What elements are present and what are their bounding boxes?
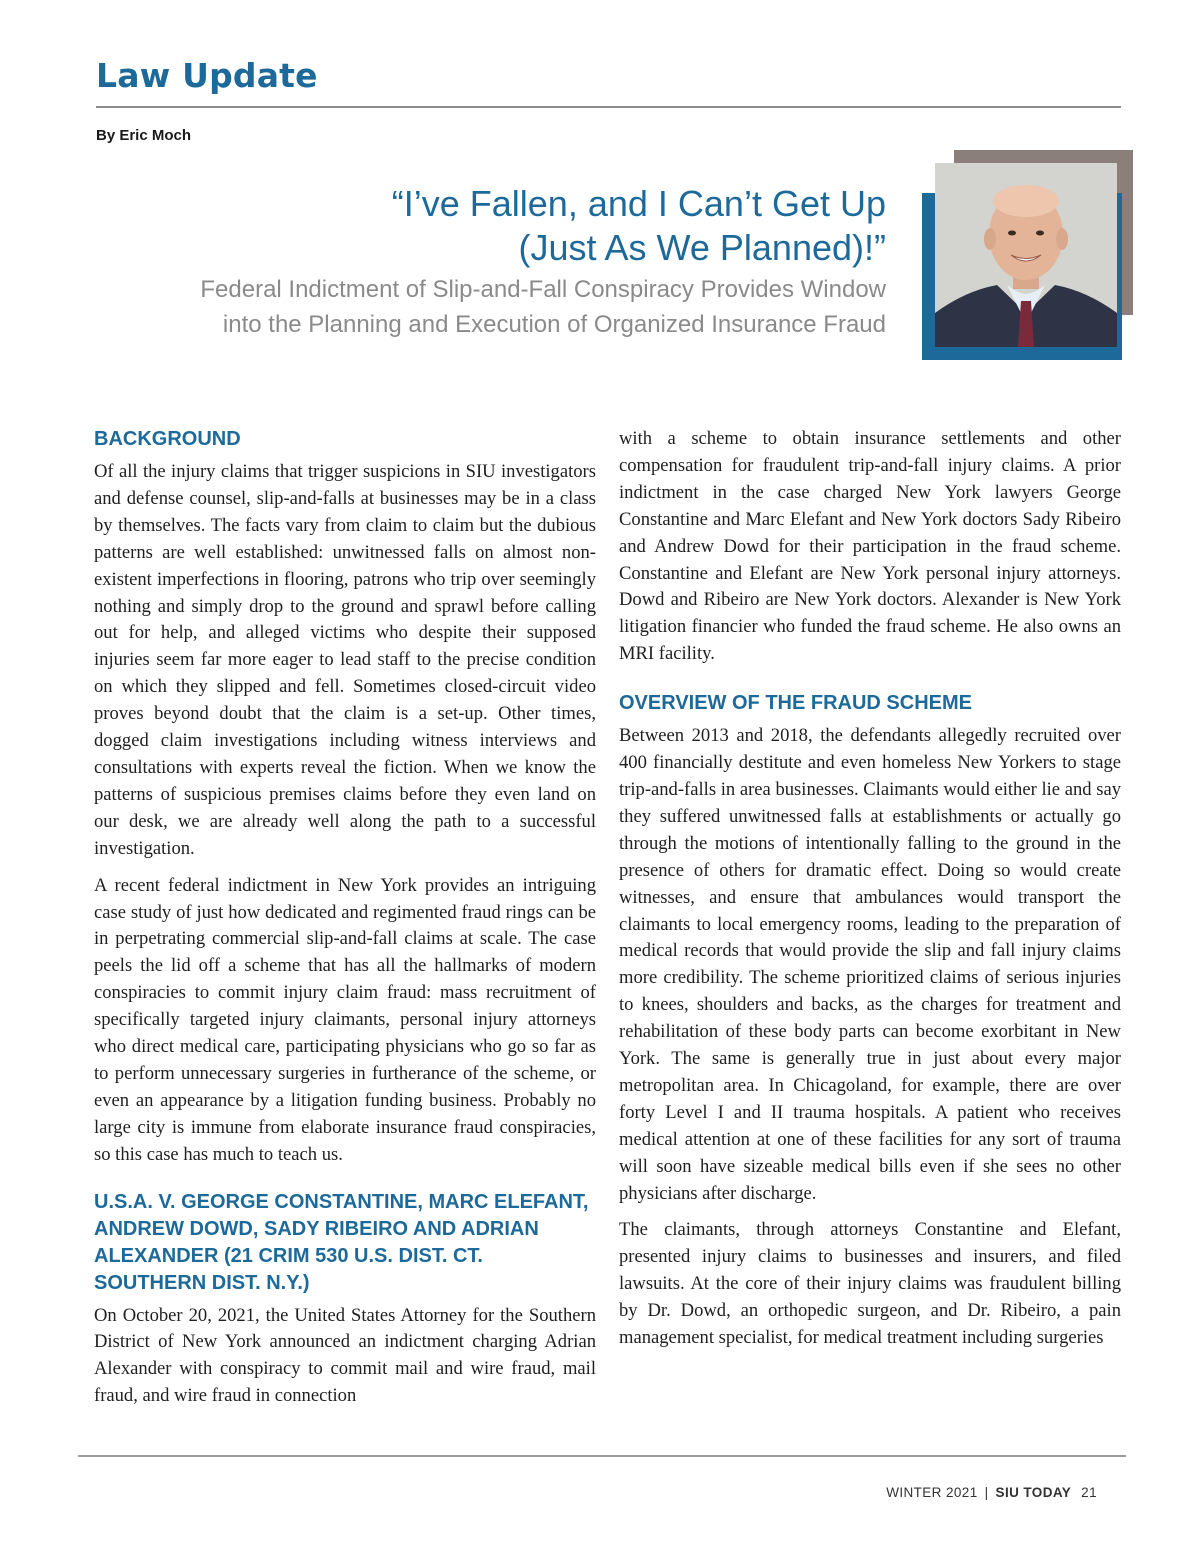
section-title: Law Update (96, 56, 318, 95)
paragraph-case-1: On October 20, 2021, the United States Attorney for the Southern District of New York announced an indictment charging Adrian Alexander with conspiracy to commit mail and wire fraud, mail fraud, and wire fraud in connection (94, 1304, 596, 1407)
heading-background: BACKGROUND (94, 428, 241, 450)
page-number: 21 (1081, 1485, 1097, 1500)
page-footer (886, 1485, 1097, 1500)
right-column (619, 426, 1121, 1362)
paragraph-background-2: A recent federal indictment in New York provides an intriguing case study of just how dedicated and regimented fraud rings can be in perpetrating commercial slip-and-fall claims at scale. The case peels the lid off a scheme that has all the hallmarks of modern conspiracies to commit injury claim fraud: mass recruitment of specifically targeted injury claimants, personal injury attorneys who direct medical care, participating physicians who go so far as to perform unnecessary surgeries in furtherance of the scheme, or even an appearance by a litigation funding business. Probably no large city is immune from elaborate insurance fraud conspiracies, so this case has much to teach us. (94, 874, 596, 1165)
left-column (94, 426, 596, 1420)
header-divider (96, 106, 1121, 108)
portrait-illustration (935, 163, 1117, 347)
heading-case: U.S.A. V. GEORGE CONSTANTINE, MARC ELEFANT, ANDREW DOWD, SADY RIBEIRO AND ADRIAN ALEXANDER (21 CRIM 530 U.S. DIST. CT. SOUTHERN DIST. N.Y.) (94, 1190, 589, 1294)
article-title-line-2: (Just As We Planned)!” (518, 227, 886, 268)
article-subtitle-line-1: Federal Indictment of Slip-and-Fall Conspiracy Provides Window (200, 276, 886, 303)
article-subtitle-line-2: into the Planning and Execution of Organized Insurance Fraud (222, 311, 886, 338)
footer-divider (78, 1455, 1126, 1457)
paragraph-background-1: Of all the injury claims that trigger suspicions in SIU investigators and defense counsel, slip-and-falls at businesses may be in a class by themselves. The facts vary from claim to claim but the dubious patterns are well established: unwitnessed falls on almost non-existent imperfections in flooring, patrons who trip over seemingly nothing and simply drop to the ground and sprawl before calling out for help, and alleged victims who despite their supposed injuries seem far more eager to lead staff to the precise condition on which they slipped and fell. Sometimes closed-circuit video proves beyond doubt that the claim is a set-up. Other times, dogged claim investigations including witness interviews and consultations with experts reveal the fiction. When we know the patterns of suspicious premises claims before they even land on our desk, we are already well along the path to a successful investigation. (94, 461, 596, 859)
article-title (100, 182, 886, 270)
headline-block (100, 182, 886, 342)
article-subtitle (100, 272, 886, 342)
paragraph-overview-1: Between 2013 and 2018, the defendants allegedly recruited over 400 financially destitute and even homeless New Yorkers to stage trip-and-falls in area businesses. Claimants would either lie and say they suffered unwitnessed falls at establishments or actually go through the motions of intentionally falling to the ground in the presence of others for dramatic effect. Doing so would create witnesses, and ensure that ambulances would transport the claimants to local emergency rooms, leading to the preparation of medical records that would provide the slip and fall injury claims more credibility. The scheme prioritized claims of serious injuries to knees, shoulders and backs, as the charges for treatment and rehabilitation of these body parts can become exorbitant in New York. The same is generally true in just about every major metropolitan area. In Chicagoland, for example, there are over forty Level I and II trauma hospitals. A patient who receives medical attention at one of these facilities for any sort of trauma will soon have sizeable medical bills even if she sees no other physicians after discharge. (619, 725, 1121, 1204)
footer-separator: | (984, 1485, 989, 1500)
heading-overview: OVERVIEW OF THE FRAUD SCHEME (619, 692, 972, 715)
author-portrait (935, 163, 1117, 347)
paragraph-case-continued: with a scheme to obtain insurance settlements and other compensation for fraudulent trip-and-fall injury claims. A prior indictment in the case charged New York lawyers George Constantine and Marc Elefant and New York doctors Sady Ribeiro and Andrew Dowd for their participation in the fraud scheme. Constantine and Elefant are New York personal injury attorneys. Dowd and Ribeiro are New York doctors. Alexander is New York litigation financier who funded the fraud scheme. He also owns an MRI facility. (619, 428, 1121, 665)
footer-magazine: SIU TODAY (995, 1485, 1072, 1500)
byline: By Eric Moch (96, 127, 192, 144)
footer-issue: WINTER 2021 (886, 1485, 978, 1500)
article-title-line-1: “I’ve Fallen, and I Can’t Get Up (391, 183, 886, 224)
paragraph-overview-2: The claimants, through attorneys Constantine and Elefant, presented injury claims to businesses and insurers, and filed lawsuits. At the core of their injury claims was fraudulent billing by Dr. Dowd, an orthopedic surgeon, and Dr. Ribeiro, a pain management specialist, for medical treatment including surgeries (619, 1219, 1121, 1349)
